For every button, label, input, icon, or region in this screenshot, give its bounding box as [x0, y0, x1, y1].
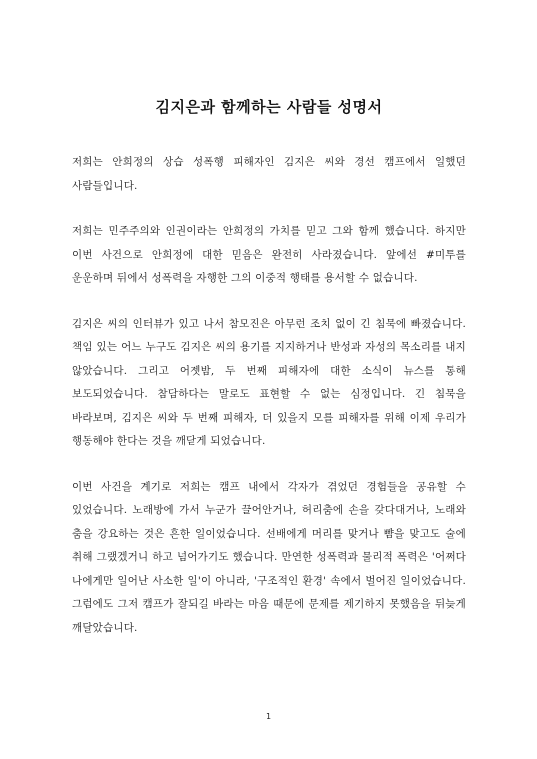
paragraph-1: 저희는 안희정의 상습 성폭행 피해자인 김지은 씨와 경선 캠프에서 일했던 사람들입니다. — [72, 156, 466, 192]
page-number: 1 — [265, 712, 272, 721]
paragraph-3: 김지은 씨의 인터뷰가 있고 나서 참모진은 아무런 조치 없이 긴 침묵에 빠졌습니다. 책임 있는 어느 누구도 김지은 씨의 용기를 지지하거나 반성과 자성의 목소리를 내지 않았습니다. 그리고 어젯밤, 두 번째 피해자에 대한 소식이 뉴스를 통해 보도되었습니다. 참담하다는 말로도 표현할 수 없는 심정입니다. 긴 침묵을 바라보며, 김지은 씨와 두 번째 피해자, 더 있을지 모를 피해자를 위해 이제 우리가 행동해야 한다는 것을 깨닫게 되었습니다. — [72, 317, 466, 447]
paragraph-4: 이번 사건을 계기로 저희는 캠프 내에서 각자가 겪었던 경험들을 공유할 수 있었습니다. 노래방에 가서 누군가 끌어안거나, 허리춤에 손을 갖다대거나, 노래와 춤을 강요하는 것은 흔한 일이었습니다. 선배에게 머리를 맞거나 뺨을 맞고도 술에 취해 그랬겠거니 하고 넘어가기도 했습니다. 만연한 성폭력과 물리적 폭력은 '어쩌다 나에게만 일어난 사소한 일'이 아니라, '구조적인 환경' 속에서 벌어진 일이었습니다. 그럼에도 그저 캠프가 잘되길 바라는 마음 때문에 문제를 제기하지 못했음을 뒤늦게 깨달았습니다. — [72, 480, 466, 634]
page-title: 김지은과 함께하는 사람들 성명서 — [155, 98, 383, 116]
statement-body — [72, 151, 466, 640]
paragraph-2: 저희는 민주주의와 인권이라는 안희정의 가치를 믿고 그와 함께 했습니다. 하지만 이번 사건으로 안희정에 대한 믿음은 완전히 사라졌습니다. 앞에선 #미투를 운운하며 뒤에서 성폭력을 자행한 그의 이중적 행태를 용서할 수 없습니다. — [72, 225, 466, 284]
